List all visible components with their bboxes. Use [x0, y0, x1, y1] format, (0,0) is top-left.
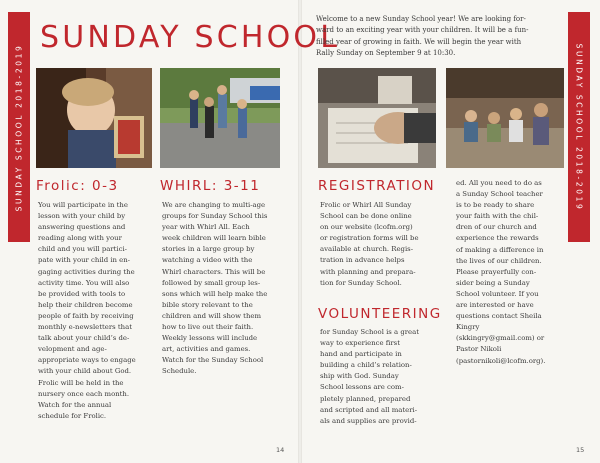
registration-text: Frolic or Whirl All Sunday School can be done online on our website (lcofm.org) or registration forms will be available at church. Regis- tration in advance helps with planning and prepara- tion for Sunday School.: [320, 201, 419, 287]
volunteering-text: for Sunday School is a great way to experience first hand and participate in building a child’s relation- ship with God. Sunday School lessons are com- pletely planned, prepared and scripted and all materi- als and supplies are provid-: [320, 328, 419, 425]
right-spine-text: SUNDAY SCHOOL 2018-2019: [574, 43, 584, 211]
frolic-text: You will participate in the lesson with your child by answering questions and reading along with your child and you will partici- pate with your child in en- gaging activities during the activity time. You will also be provided with tools to help their children become people of faith by receiving monthly e-newsletters that talk about your child’s de- velopment and age- appropriate ways to engage with your child about God. Frolic will be held in the nursery once each month. Watch for the annual schedule for Frolic.: [38, 201, 136, 420]
whirl-heading: WHIRL: 3-11: [160, 178, 261, 194]
frolic-heading: Frolic: 0-3: [36, 178, 119, 194]
whirl-text: We are changing to multi-age groups for Sunday School this year with Whirl All. Each week children will learn bible stories in a large group by watching a video with the Whirl characters. This will be followed by small group les- sons which will help make the bible story relevant to the children and will show them how to live out their faith. Weekly lessons will include art, activities and games. Watch for the Sunday School Schedule.: [162, 201, 268, 376]
intro-text: Welcome to a new Sunday School year! We are looking for- ward to an exciting year with your children. It will be a fun- filled year of growing in faith. We will begin the year with Rally Sunday on September 9 at 10:30.: [316, 15, 529, 57]
volunteering-heading: VOLUNTEERING: [318, 306, 442, 322]
photo-children-in-class: [446, 68, 564, 168]
left-spine-text: SUNDAY SCHOOL 2018-2019: [14, 43, 24, 211]
page-number-left: 14: [276, 446, 285, 454]
photo-child-reading: [36, 68, 152, 168]
photo-children-outdoors: [160, 68, 280, 168]
registration-heading: REGISTRATION: [318, 178, 436, 194]
photo-hand-writing: [318, 68, 436, 168]
left-spine-bar: [8, 12, 30, 242]
page-number-right: 15: [576, 446, 585, 454]
page-title: SUNDAY SCHOOL: [40, 20, 341, 55]
right-spine-bar: [568, 12, 590, 242]
volunteering-continued-text: ed. All you need to do as a Sunday School teacher is to be ready to share your faith with the chil- dren of our church and experience the rewards of making a difference in the lives of our children. Please prayerfully con- sider being a Sunday School volunteer. If you are interested or have questions contact Sheila Kingry (skkingry@gmail.com) or Pastor Nikoli (pastornikoli@lcofm.org).: [456, 179, 546, 365]
